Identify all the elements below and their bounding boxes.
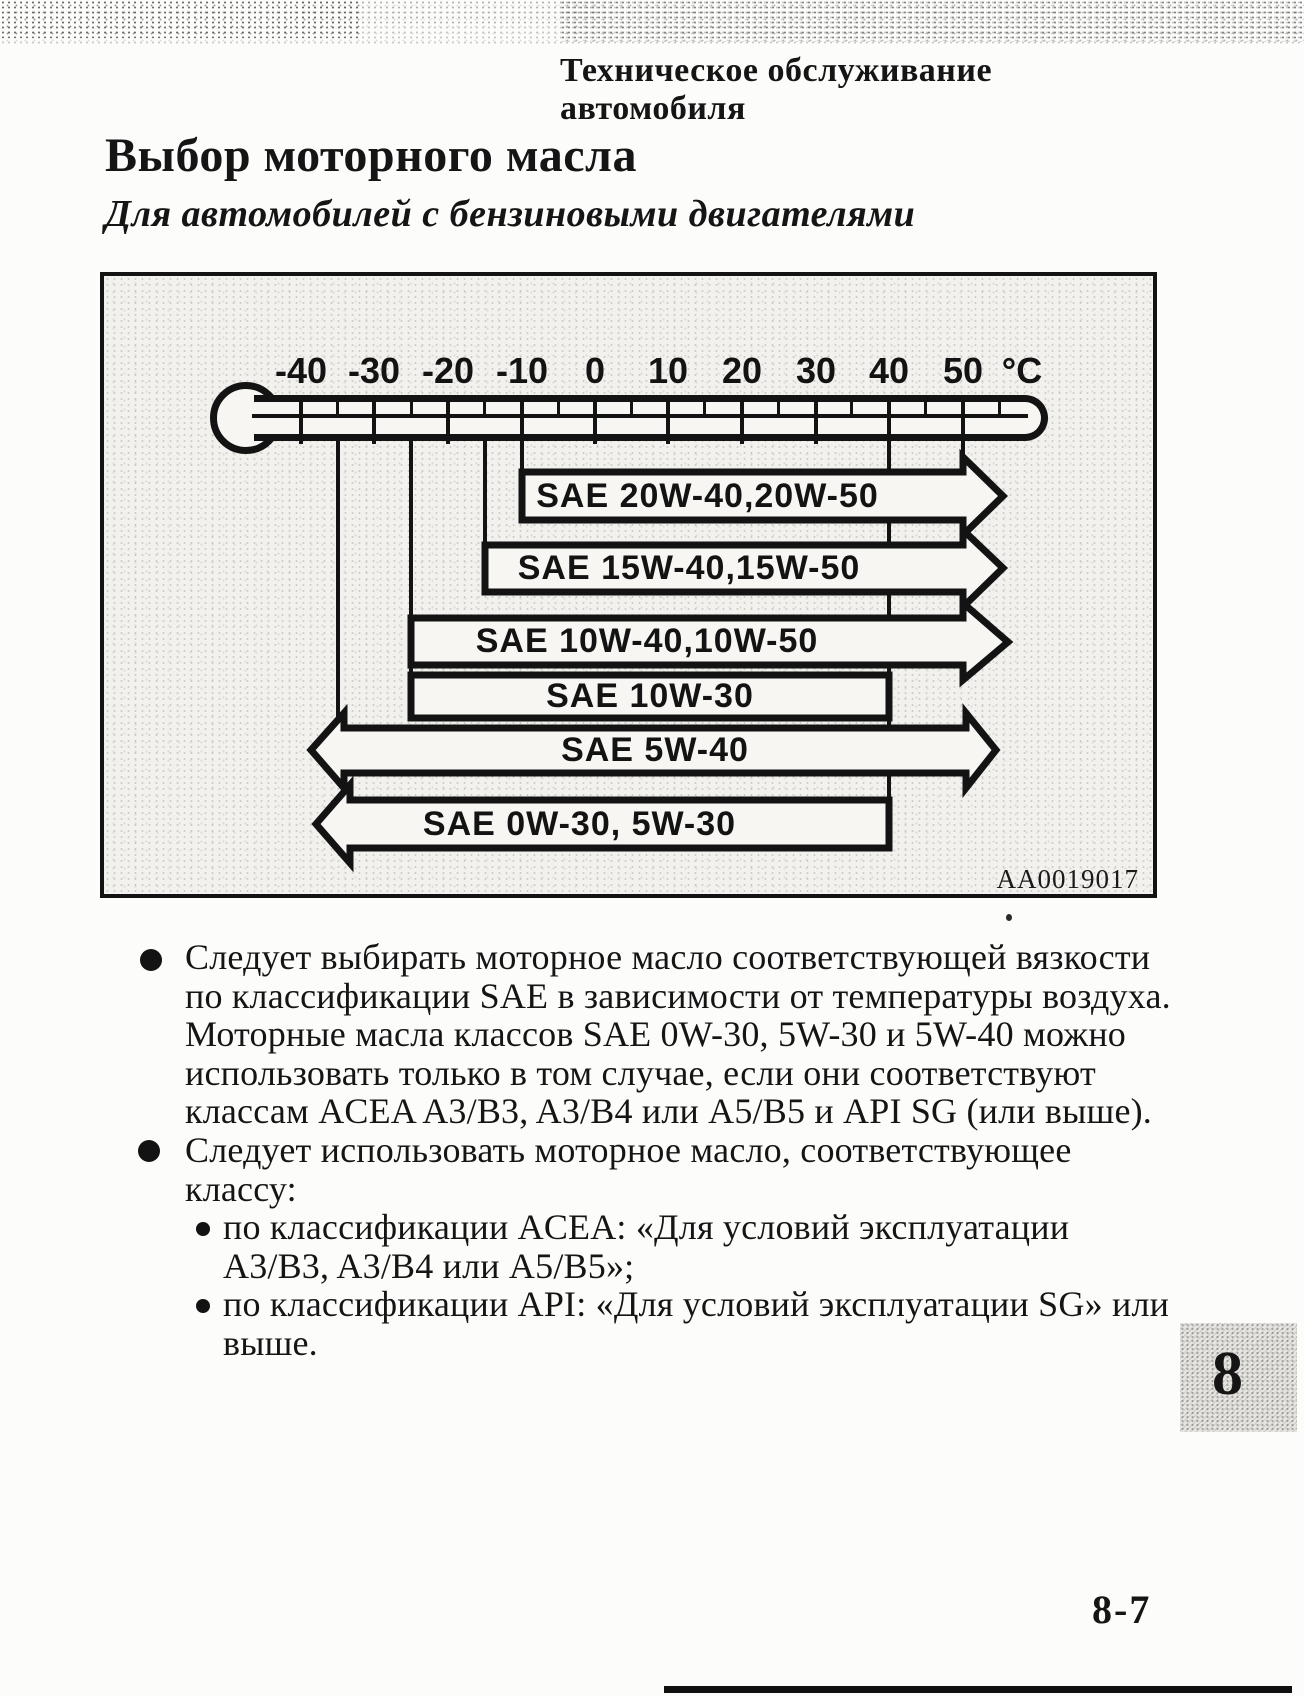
bottom-edge-bar [664,1686,1292,1693]
text-line: выше. [223,1322,318,1363]
page-title: Выбор моторного масла [105,129,637,182]
bar-label: SAE 20W-40,20W-50 [536,476,879,515]
figure-code: AA0019017 [996,864,1139,894]
page-number: 8-7 [1092,1587,1152,1632]
text-line: Следует использовать моторное масло, соответствующее [185,1130,1072,1170]
bullet-1-text [185,938,1171,1131]
chapter-tab: 8 [1180,1323,1297,1432]
scale-label: 30 [795,350,837,391]
scale-label: -20 [421,350,475,391]
sub-bullet-icon [196,1222,210,1236]
oil-viscosity-figure [100,272,1157,898]
bullet-2-text [185,1131,1072,1208]
running-header: Техническое обслуживание автомобиля [560,52,993,127]
bar-label: SAE 10W-40,10W-50 [475,622,819,660]
scale-unit-label: °C [1001,350,1043,391]
text-line: классу: [185,1168,297,1209]
bullet-icon [140,949,162,971]
text-line: по классификации API: «Для условий эксплуатации SG» или [223,1284,1170,1324]
scale-label: 0 [584,350,606,391]
bar-label: SAE 0W-30, 5W-30 [422,804,737,843]
scan-noise-patch-mid [300,0,600,24]
scan-noise-patch-right [560,0,1304,42]
scale-label: -40 [274,350,328,391]
scale-label: -30 [347,350,401,391]
scale-label: -10 [495,350,549,391]
scale-label: 10 [647,350,689,391]
scan-dot-artifact [1006,914,1012,921]
bar-label: SAE 5W-40 [561,731,749,769]
text-line: по классификации ACEA: «Для условий эксплуатации [223,1207,1070,1247]
bullet-icon [138,1140,160,1162]
text-line: использовать только в том случае, если они соответствуют [185,1052,1096,1093]
scale-label: 40 [868,350,910,391]
text-line: Моторные масла классов SAE 0W-30, 5W-30 и 5W-40 можно [185,1014,1126,1055]
page-subtitle: Для автомобилей с бензиновыми двигателями [105,193,916,235]
scale-label: 50 [942,350,984,391]
text-line: A3/B3, A3/B4 или A5/B5»; [223,1245,635,1286]
bar-label: SAE 15W-40,15W-50 [517,549,861,587]
scale-label: 20 [721,350,763,391]
sub-bullet-acea-text [223,1208,1069,1285]
text-line: Следует выбирать моторное масло соответствующей вязкости [185,937,1151,977]
sub-bullet-api-text [223,1285,1169,1362]
text-line: классам ACEA A3/B3, A3/B4 или A5/B5 и API SG (или выше). [185,1091,1153,1132]
text-line: по классификации SAE в зависимости от температуры воздуха. [185,975,1171,1016]
bar-label: SAE 10W-30 [546,677,754,715]
sub-bullet-icon [196,1299,210,1313]
